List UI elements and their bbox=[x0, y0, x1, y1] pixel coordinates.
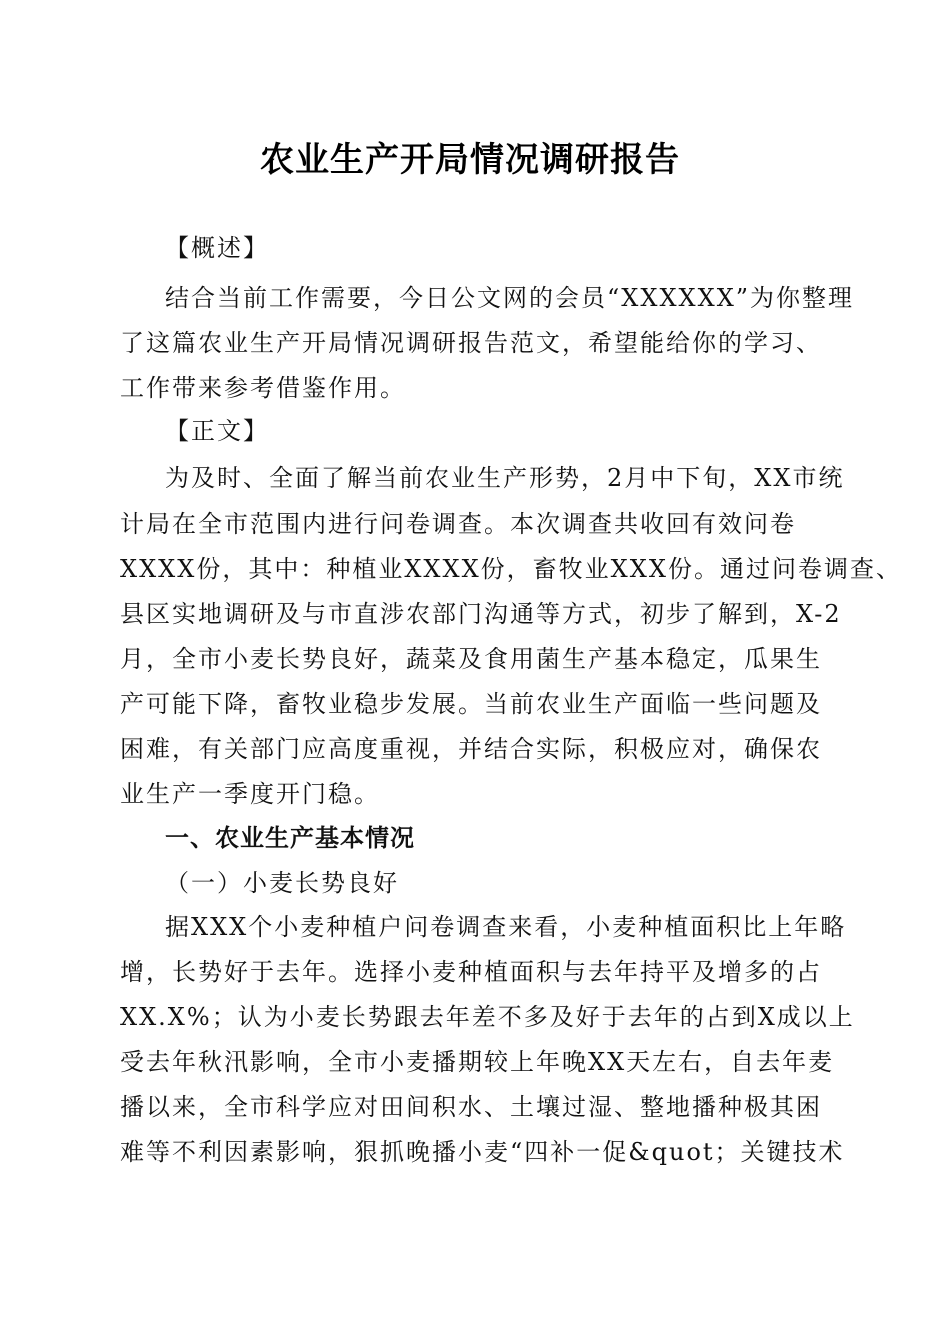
overview-line: 工作带来参考借鉴作用。 bbox=[120, 374, 406, 402]
wheat-line: 据XXX个小麦种植户问卷调查来看，小麦种植面积比上年略 bbox=[165, 913, 847, 941]
overview-line: 结合当前工作需要，今日公文网的会员“XXXXXX”为你整理 bbox=[165, 284, 855, 312]
overview-label: 【概述】 bbox=[165, 234, 269, 262]
intro-line: 产可能下降，畜牧业稳步发展。当前农业生产面临一些问题及 bbox=[120, 690, 822, 718]
intro-line: 为及时、全面了解当前农业生产形势，2月中下旬，XX市统 bbox=[165, 464, 845, 492]
intro-line: 业生产一季度开门稳。 bbox=[120, 780, 380, 808]
overview-line: 了这篇农业生产开局情况调研报告范文，希望能给你的学习、 bbox=[120, 329, 822, 357]
intro-line: XXXX份，其中：种植业XXXX份，畜牧业XXX份。通过问卷调查、 bbox=[120, 555, 902, 583]
wheat-line: XX.X%；认为小麦长势跟去年差不多及好于去年的占到X成以上 bbox=[120, 1003, 855, 1031]
document-title: 农业生产开局情况调研报告 bbox=[260, 140, 680, 180]
subsection-heading: （一）小麦长势良好 bbox=[165, 869, 399, 897]
wheat-line: 增，长势好于去年。选择小麦种植面积与去年持平及增多的占 bbox=[120, 958, 822, 986]
intro-line: 困难，有关部门应高度重视，并结合实际，积极应对，确保农 bbox=[120, 735, 822, 763]
intro-line: 县区实地调研及与市直涉农部门沟通等方式，初步了解到，X-2 bbox=[120, 600, 842, 628]
wheat-line: 播以来，全市科学应对田间积水、土壤过湿、整地播种极其困 bbox=[120, 1093, 822, 1121]
section-heading: 一、农业生产基本情况 bbox=[165, 824, 415, 852]
wheat-line: 难等不利因素影响，狠抓晚播小麦“四补一促&quot；关键技术 bbox=[120, 1138, 845, 1166]
intro-line: 计局在全市范围内进行问卷调查。本次调查共收回有效问卷 bbox=[120, 510, 796, 538]
wheat-line: 受去年秋汛影响，全市小麦播期较上年晚XX天左右，自去年麦 bbox=[120, 1048, 835, 1076]
body-label: 【正文】 bbox=[165, 417, 269, 445]
intro-line: 月，全市小麦长势良好，蔬菜及食用菌生产基本稳定，瓜果生 bbox=[120, 645, 822, 673]
